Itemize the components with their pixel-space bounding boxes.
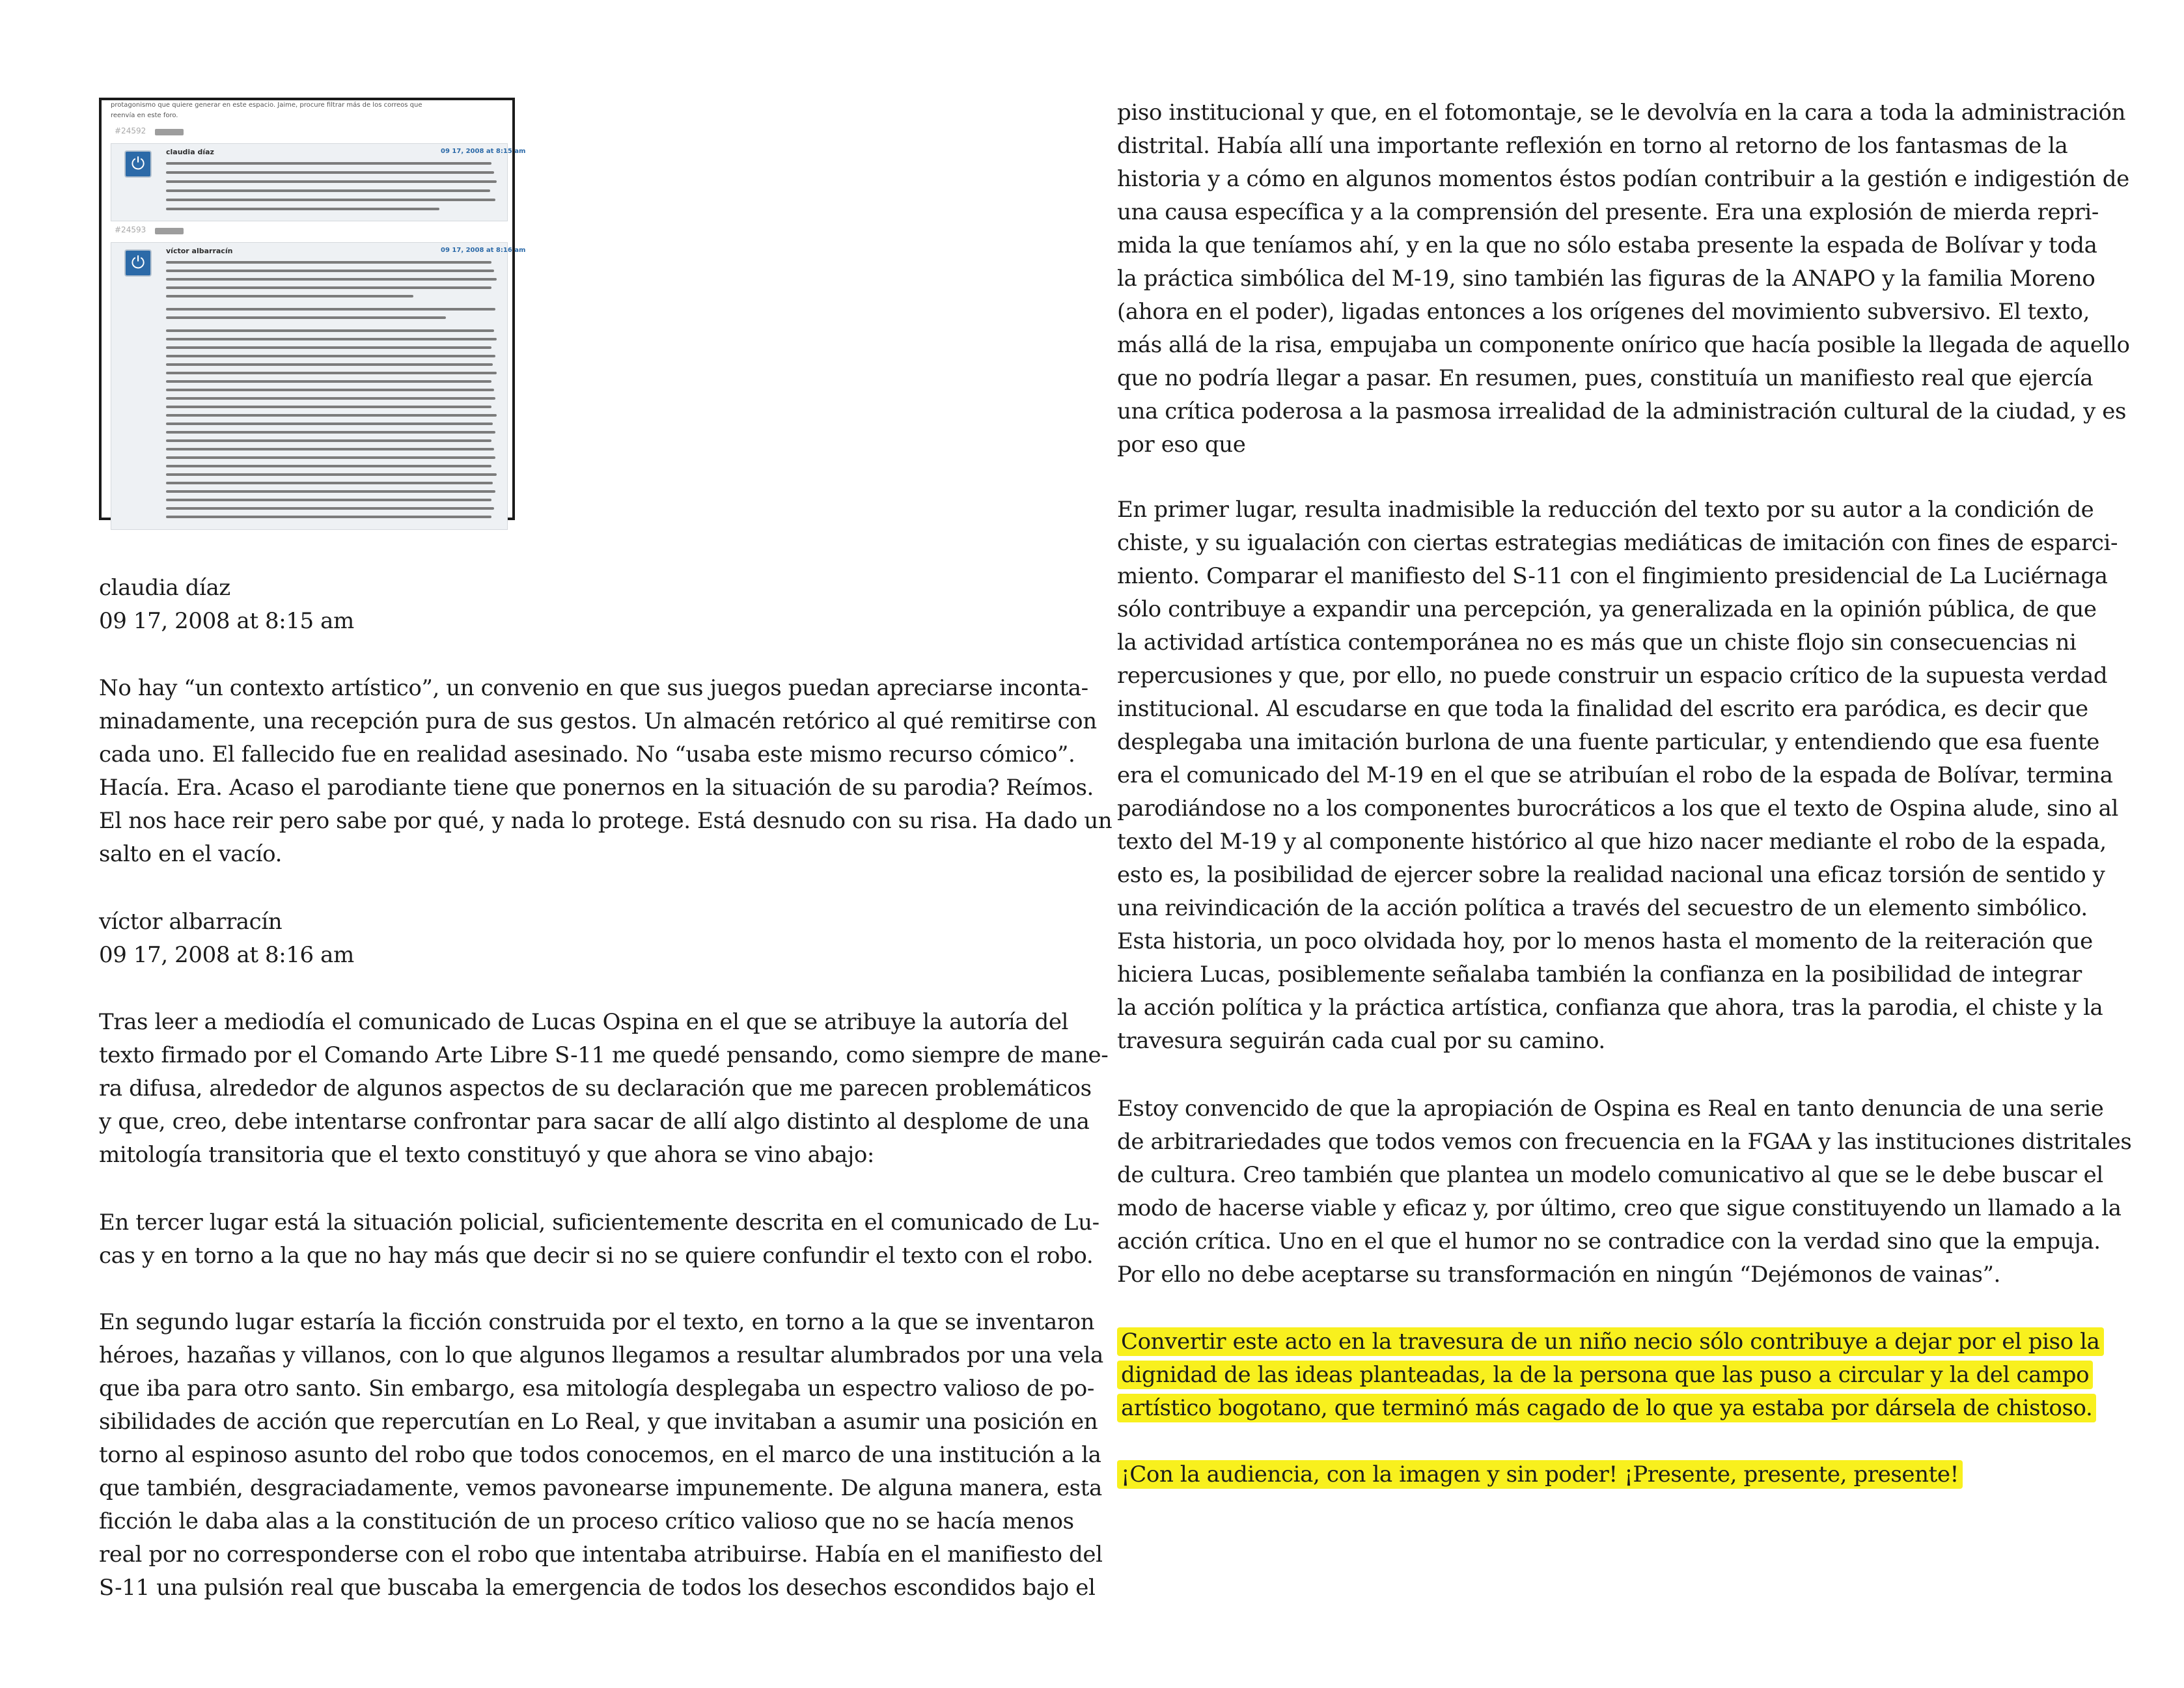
paragraph	[1117, 1092, 2131, 1292]
screenshot-reply-button[interactable]	[155, 129, 184, 135]
highlighted-text-line: dignidad de las ideas planteadas, la de la persona que las puso a circular y la del campo	[1117, 1361, 2093, 1389]
text-line: En segundo lugar estaría la ficción construida por el texto, en torno a la que se inventaron	[99, 1309, 1095, 1335]
text-line: institucional. Al escudarse en que toda la finalidad del escrito era paródica, es decir que	[1117, 696, 2088, 722]
screenshot-comment-author: claudia díaz	[166, 148, 214, 156]
text-line: Estoy convencido de que la apropiación de Ospina es Real en tanto denuncia de una serie	[1117, 1096, 2104, 1122]
text-line: historia y a cómo en algunos momentos éstos podían contribuir a la gestión e indigestión de	[1117, 166, 2129, 192]
screenshot-comment-date[interactable]: 09 17, 2008 at 8:16 am	[441, 247, 526, 254]
text-line: cas y en torno a la que no hay más que decir si no se quiere confundir el texto con el robo.	[99, 1243, 1094, 1269]
text-line: una crítica poderosa a la pasmosa irrealidad de la administración cultural de la ciudad, y es	[1117, 398, 2127, 424]
screenshot-comment-date[interactable]: 09 17, 2008 at 8:15 am	[441, 148, 526, 155]
comment-paragraph	[99, 1306, 1103, 1605]
comment-paragraph	[99, 1206, 1099, 1273]
text-line: travesura seguirán cada cual por su camino.	[1117, 1028, 1605, 1054]
text-line: repercusiones y que, por ello, no puede construir un espacio crítico de la supuesta verdad	[1117, 663, 2108, 689]
text-line: ficción le daba alas a la constitución de un proceso crítico valioso que no se hacía menos	[99, 1508, 1074, 1534]
screenshot-header-line-2: reenvía en este foro.	[111, 112, 178, 119]
text-line: desplegaba una imitación burlona de una fuente particular, y entendiendo que esa fuente	[1117, 729, 2099, 755]
text-line: piso institucional y que, en el fotomontaje, se le devolvía en la cara a toda la administración	[1117, 100, 2126, 126]
text-line: real por no corresponderse con el robo que intentaba atribuirse. Había en el manifiesto del	[99, 1542, 1103, 1568]
comment-author: claudia díaz	[99, 575, 230, 601]
text-line: y que, creo, debe intentarse confrontar para sacar de allí algo distinto al desplome de una	[99, 1109, 1090, 1135]
text-line: texto firmado por el Comando Arte Libre S-11 me quedé pensando, como siempre de mane-	[99, 1042, 1109, 1068]
screenshot-text-line	[166, 199, 495, 201]
text-line: que también, desgraciadamente, vemos pavonearse impunemente. De alguna manera, esta	[99, 1475, 1102, 1501]
text-line: Tras leer a mediodía el comunicado de Lucas Ospina en el que se atribuye la autoría del	[99, 1009, 1069, 1035]
screenshot-comment-box	[111, 242, 526, 530]
screenshot-comment-author: víctor albarracín	[166, 247, 233, 255]
text-line: Por ello no debe aceptarse su transformación en ningún “Dejémonos de vainas”.	[1117, 1262, 2000, 1288]
text-line: esto es, la posibilidad de ejercer sobre la realidad nacional una eficaz torsión de sentido y	[1117, 862, 2105, 888]
text-line: la acción política y la práctica artística, confianza que ahora, tras la parodia, el chiste y la	[1117, 995, 2103, 1021]
text-line: texto del M-19 y al componente histórico al que hizo nacer mediante el robo de la espada,	[1117, 829, 2107, 855]
text-line: acción crítica. Uno en el que el humor no se contradice con la verdad sino que la empuja.	[1117, 1228, 2101, 1254]
text-line: modo de hacerse viable y eficaz y, por último, creo que sigue constituyendo un llamado a la	[1117, 1195, 2122, 1221]
highlighted-paragraph	[1117, 1325, 2104, 1425]
text-line: torno al espinoso asunto del robo que todos conocemos, en el marco de una institución a la	[99, 1442, 1101, 1468]
text-line: miento. Comparar el manifiesto del S-11 con el fingimiento presidencial de La Luciérnaga	[1117, 563, 2108, 589]
text-line: salto en el vacío.	[99, 841, 283, 867]
screenshot-comment-box	[111, 143, 526, 221]
text-line: chiste, y su igualación con ciertas estrategias mediáticas de imitación con fines de esparci-	[1117, 530, 2118, 556]
text-line: de cultura. Creo también que plantea un modelo comunicativo al que se le debe buscar el	[1117, 1162, 2103, 1188]
paragraph	[1117, 96, 2130, 462]
text-line: minadamente, una recepción pura de sus gestos. Un almacén retórico al qué remitirse con	[99, 708, 1097, 734]
text-line: hiciera Lucas, posiblemente señalaba también la confianza en la posibilidad de integrar	[1117, 962, 2082, 988]
screenshot-reply-button[interactable]	[155, 228, 184, 234]
avatar-power-icon: ⏻	[124, 150, 152, 178]
highlighted-text-line: artístico bogotano, que terminó más cagado de lo que ya estaba por dársela de chistoso.	[1117, 1394, 2096, 1422]
comment-paragraph	[99, 1006, 1108, 1172]
text-line: mitología transitoria que el texto constituyó y que ahora se vino abajo:	[99, 1142, 874, 1168]
text-line: una causa específica y a la comprensión del presente. Era una explosión de mierda repri-	[1117, 199, 2099, 225]
comment-date: 09 17, 2008 at 8:15 am	[99, 608, 354, 634]
highlighted-text-line: Convertir este acto en la travesura de un niño necio sólo contribuye a dejar por el piso la	[1117, 1327, 2104, 1356]
highlighted-paragraph	[1117, 1458, 1963, 1491]
paragraph	[1117, 493, 2118, 1058]
text-line: sólo contribuye a expandir una percepción, ya generalizada en la opinión pública, de que	[1117, 596, 2097, 622]
screenshot-text-line	[166, 171, 494, 174]
text-line: la práctica simbólica del M-19, sino también las figuras de la ANAPO y la familia Moreno	[1117, 266, 2095, 292]
text-line: mida la que teníamos ahí, y en la que no sólo estaba presente la espada de Bolívar y toda	[1117, 232, 2097, 258]
text-line: más allá de la risa, empujaba un componente onírico que hacía posible la llegada de aquello	[1117, 332, 2130, 358]
text-line: En primer lugar, resulta inadmisible la reducción del texto por su autor a la condición de	[1117, 497, 2094, 523]
text-line: sibilidades de acción que repercutían en Lo Real, y que invitaban a asumir una posición en	[99, 1409, 1098, 1435]
text-line: distrital. Había allí una importante reflexión en torno al retorno de los fantasmas de la	[1117, 133, 2068, 159]
highlighted-text-line: ¡Con la audiencia, con la imagen y sin poder! ¡Presente, presente, presente!	[1117, 1460, 1963, 1489]
text-line: En tercer lugar está la situación policial, suficientemente descrita en el comunicado de Lu-	[99, 1210, 1099, 1236]
text-line: (ahora en el poder), ligadas entonces a los orígenes del movimiento subversivo. El texto,	[1117, 299, 2090, 325]
screenshot-text-line	[166, 189, 490, 192]
screenshot-header-line-1: protagonismo que quiere generar en este espacio. Jaime, procure filtrar más de los correos que	[111, 102, 422, 109]
forum-screenshot	[99, 98, 526, 520]
screenshot-comment-number: #24593	[115, 225, 146, 234]
comment-date: 09 17, 2008 at 8:16 am	[99, 942, 354, 968]
text-line: Esta historia, un poco olvidada hoy, por lo menos hasta el momento de la reiteración que	[1117, 928, 2093, 954]
text-line: una reivindicación de la acción política a través del secuestro de un elemento simbólico.	[1117, 895, 2088, 921]
text-line: héroes, hazañas y villanos, con lo que algunos llegamos a resultar alumbrados por una vela	[99, 1342, 1103, 1368]
text-line: No hay “un contexto artístico”, un convenio en que sus juegos puedan apreciarse inconta-	[99, 675, 1088, 701]
text-line: parodiándose no a los componentes burocráticos a los que el texto de Ospina alude, sino al	[1117, 796, 2119, 822]
text-line: que no podría llegar a pasar. En resumen, pues, constituía un manifiesto real que ejercía	[1117, 365, 2094, 391]
text-line: por eso que	[1117, 432, 1246, 458]
comment-author: víctor albarracín	[99, 909, 283, 935]
text-line: S-11 una pulsión real que buscaba la emergencia de todos los desechos escondidos bajo el	[99, 1575, 1096, 1601]
avatar-power-icon: ⏻	[124, 249, 152, 277]
text-line: El nos hace reir pero sabe por qué, y nada lo protege. Está desnudo con su risa. Ha dado un	[99, 808, 1113, 834]
comment-body	[99, 672, 1112, 871]
text-line: la actividad artística contemporánea no es más que un chiste flojo sin consecuencias ni	[1117, 630, 2077, 656]
text-line: ra difusa, alrededor de algunos aspectos de su declaración que me parecen problemáticos	[99, 1075, 1092, 1101]
screenshot-text-line	[166, 162, 491, 165]
screenshot-text-line	[166, 208, 439, 210]
screenshot-text-line	[166, 180, 497, 183]
text-line: Hacía. Era. Acaso el parodiante tiene que ponernos en la situación de su parodia? Reímos.	[99, 775, 1094, 801]
text-line: que iba para otro santo. Sin embargo, esa mitología desplegaba un espectro valioso de po-	[99, 1376, 1094, 1402]
text-line: cada uno. El fallecido fue en realidad asesinado. No “usaba este mismo recurso cómico”.	[99, 741, 1075, 768]
text-line: de arbitrariedades que todos vemos con frecuencia en la FGAA y las instituciones distritales	[1117, 1129, 2132, 1155]
screenshot-comment-number: #24592	[115, 126, 146, 135]
text-line: era el comunicado del M-19 en el que se atribuían el robo de la espada de Bolívar, termina	[1117, 762, 2113, 788]
